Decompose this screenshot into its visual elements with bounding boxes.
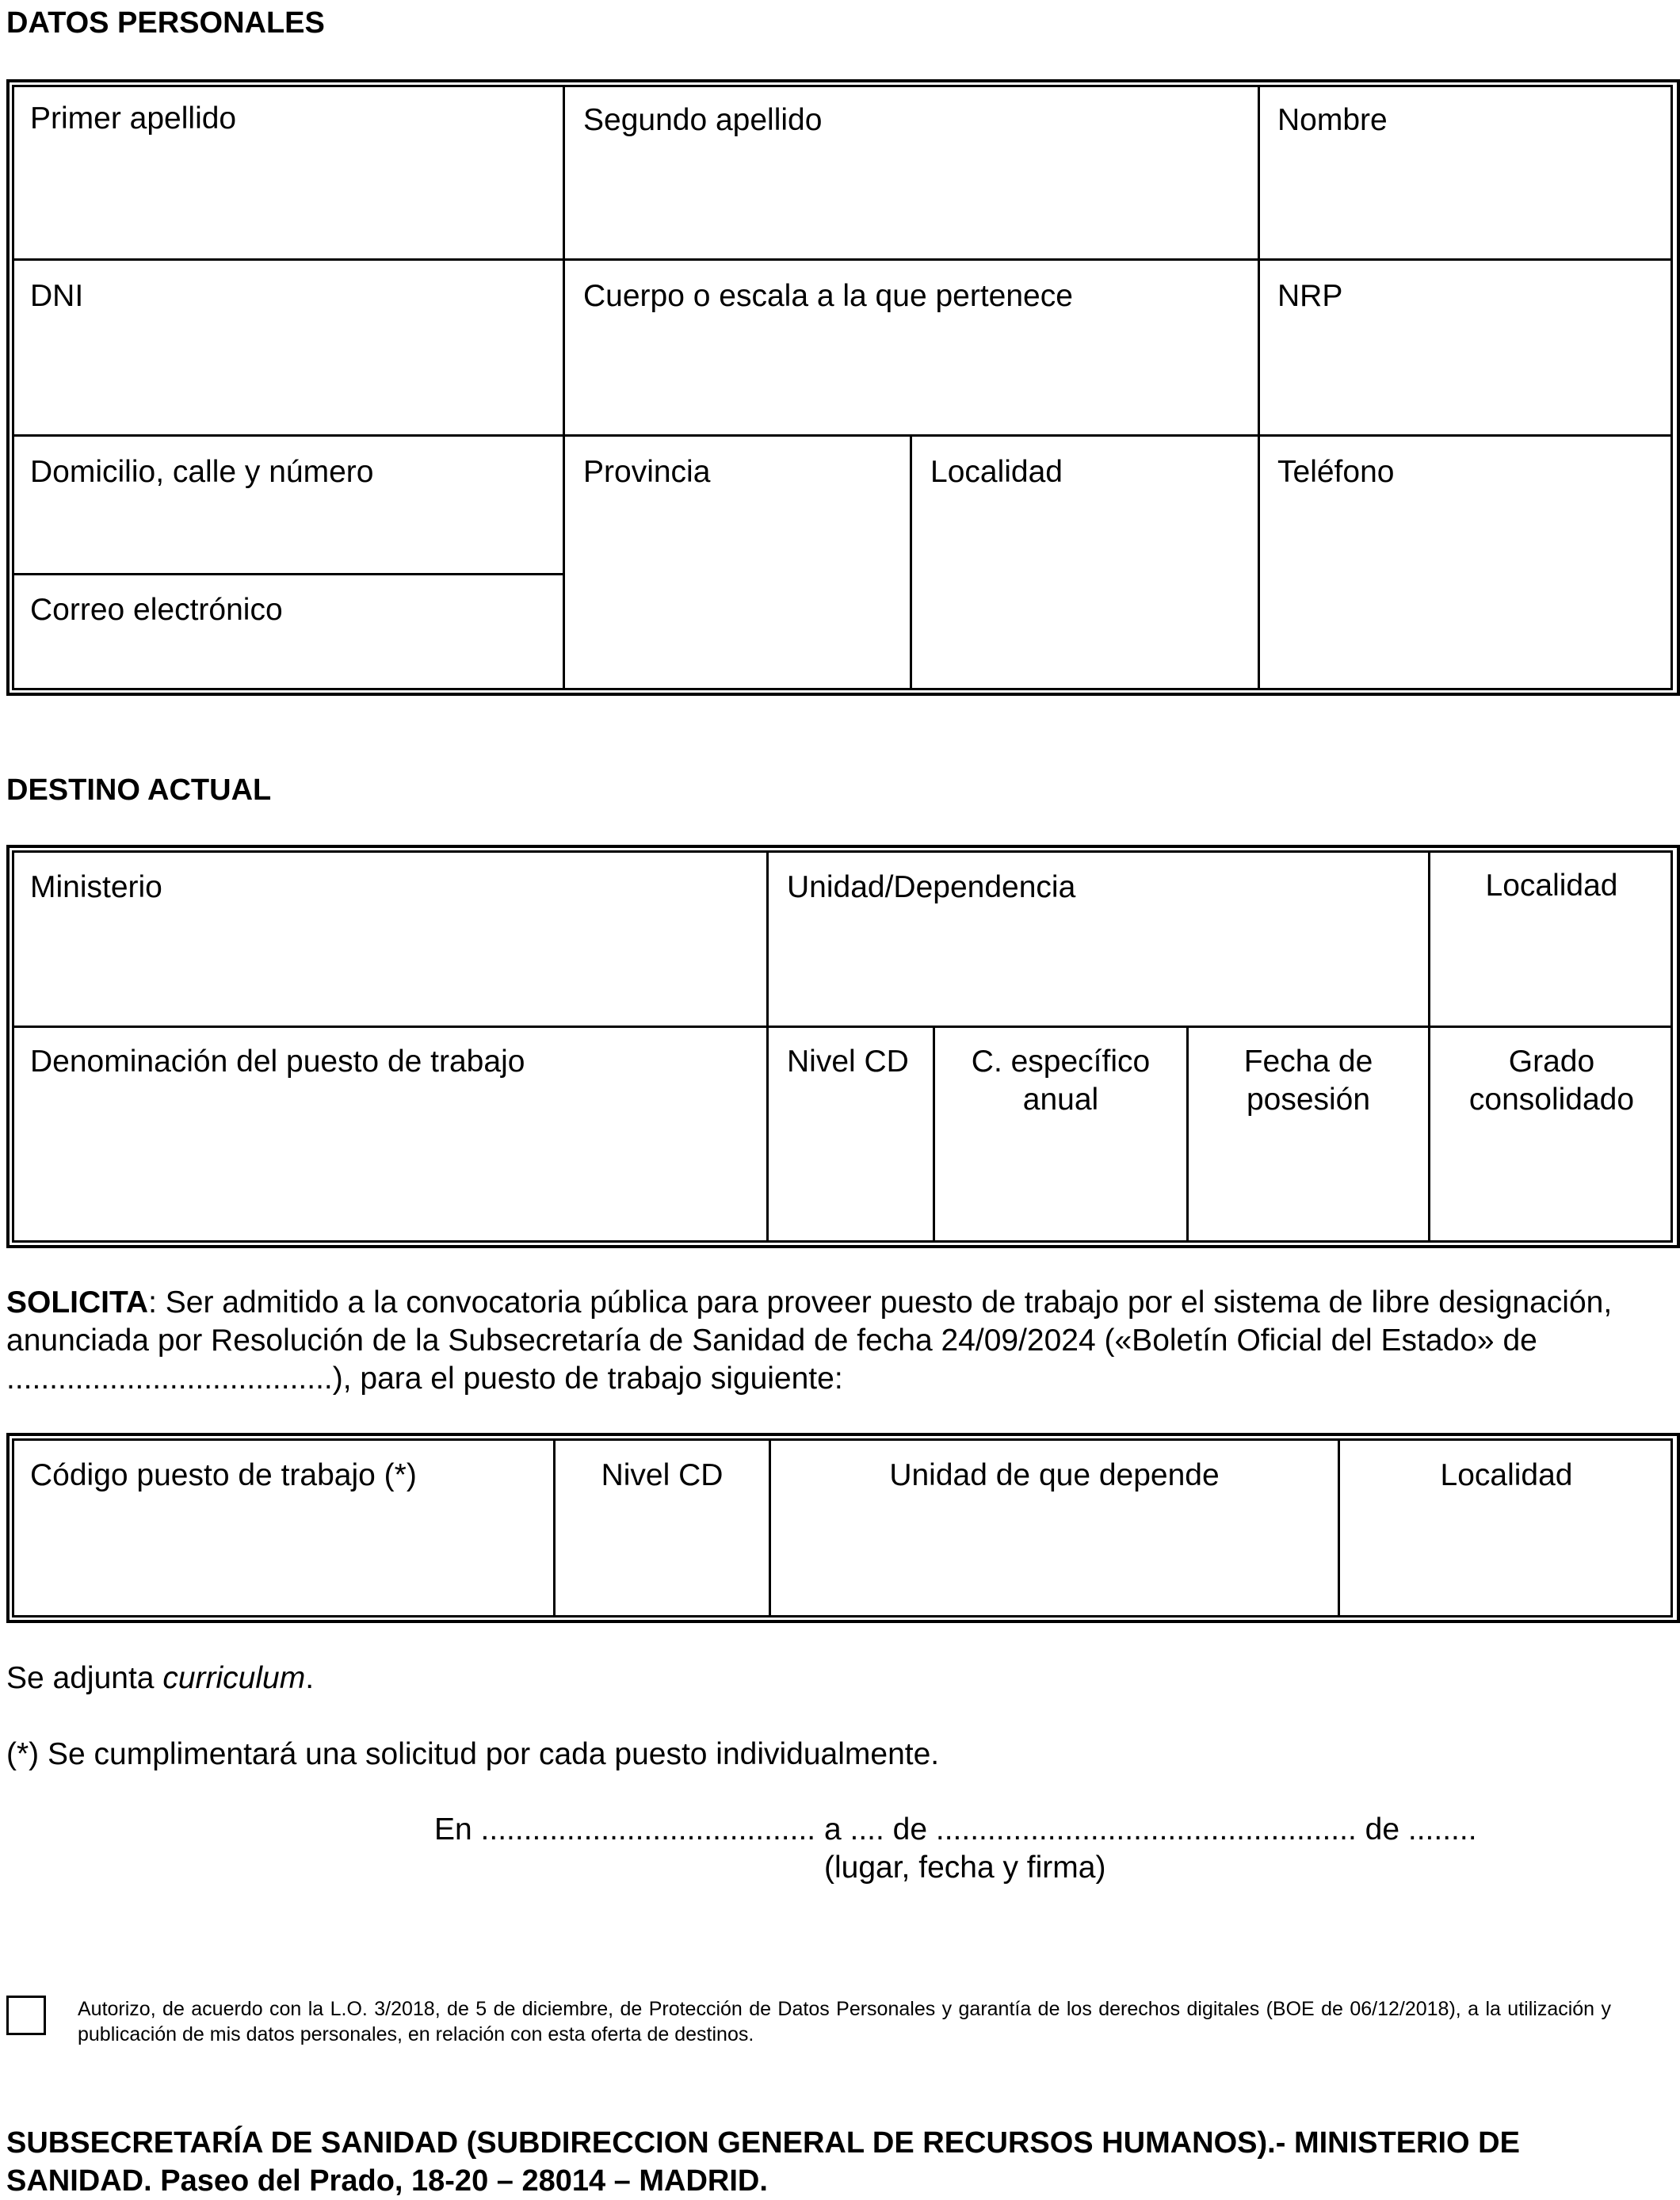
- footer-address: SUBSECRETARÍA DE SANIDAD (SUBDIRECCION GENERAL DE RECURSOS HUMANOS).- MINISTERIO DE SANIDAD. Paseo del Prado, 18-20 – 28014 – MADRID.: [6, 2126, 1520, 2198]
- firma-caption: (lugar, fecha y firma): [824, 1851, 1106, 1885]
- firma-line[interactable]: En ....................................... a .... de ................................................. de ........: [434, 1812, 1477, 1847]
- localidad-field[interactable]: Localidad: [930, 455, 1063, 489]
- grado-consolidado-field[interactable]: Grado consolidado: [1468, 1045, 1635, 1117]
- telefono-field[interactable]: Teléfono: [1277, 455, 1395, 489]
- autorizacion-text: Autorizo, de acuerdo con la L.O. 3/2018, de 5 de diciembre, de Protección de Datos Personales y garantía de los derechos digitales (BOE de 06/12/2018), a la utilización y publicación de mis datos personales, en relación con esta oferta de destinos.: [78, 1998, 1611, 2045]
- codigo-puesto-field[interactable]: Código puesto de trabajo (*): [30, 1458, 417, 1492]
- puesto-localidad-field[interactable]: Localidad: [1440, 1458, 1573, 1492]
- fecha-posesion-field[interactable]: Fecha de posesión: [1243, 1045, 1373, 1117]
- nota-asterisco: (*) Se cumplimentará una solicitud por cada puesto individualmente.: [6, 1737, 940, 1771]
- destino-actual-heading: DESTINO ACTUAL: [6, 773, 272, 807]
- correo-field[interactable]: Correo electrónico: [30, 593, 283, 627]
- denominacion-puesto-field[interactable]: Denominación del puesto de trabajo: [30, 1045, 525, 1079]
- dni-field[interactable]: DNI: [30, 279, 84, 313]
- destino-localidad-field[interactable]: Localidad: [1485, 869, 1618, 903]
- puesto-nivel-cd-field[interactable]: Nivel CD: [601, 1458, 724, 1492]
- unidad-dependencia-field[interactable]: Unidad/Dependencia: [787, 870, 1076, 904]
- domicilio-field[interactable]: Domicilio, calle y número: [30, 455, 374, 489]
- solicita-paragraph: SOLICITA: Ser admitido a la convocatoria pública para proveer puesto de trabajo por el sistema de libre designación, anunciada por Resolución de la Subsecretaría de Sanidad de fecha 24/09/2024 («Boletín Oficial del Estado» de ......................................), para el puesto de trabajo siguiente:: [6, 1285, 1613, 1396]
- solicita-label: SOLICITA: [6, 1285, 149, 1320]
- nombre-field[interactable]: Nombre: [1277, 103, 1388, 137]
- nivel-cd-field[interactable]: Nivel CD: [787, 1045, 909, 1079]
- segundo-apellido-field[interactable]: Segundo apellido: [583, 103, 823, 137]
- provincia-field[interactable]: Provincia: [583, 455, 711, 489]
- cuerpo-escala-field[interactable]: Cuerpo o escala a la que pertenece: [583, 279, 1073, 313]
- unidad-depende-field[interactable]: Unidad de que depende: [889, 1458, 1220, 1492]
- c-especifico-field[interactable]: C. específico anual: [971, 1045, 1151, 1117]
- ministerio-field[interactable]: Ministerio: [30, 870, 162, 904]
- primer-apellido-field[interactable]: Primer apellido: [30, 101, 237, 136]
- adjunta-curriculum: Se adjunta curriculum.: [6, 1661, 315, 1695]
- autorizacion-checkbox[interactable]: [6, 1996, 46, 2035]
- datos-personales-heading: DATOS PERSONALES: [6, 6, 325, 40]
- nrp-field[interactable]: NRP: [1277, 279, 1343, 313]
